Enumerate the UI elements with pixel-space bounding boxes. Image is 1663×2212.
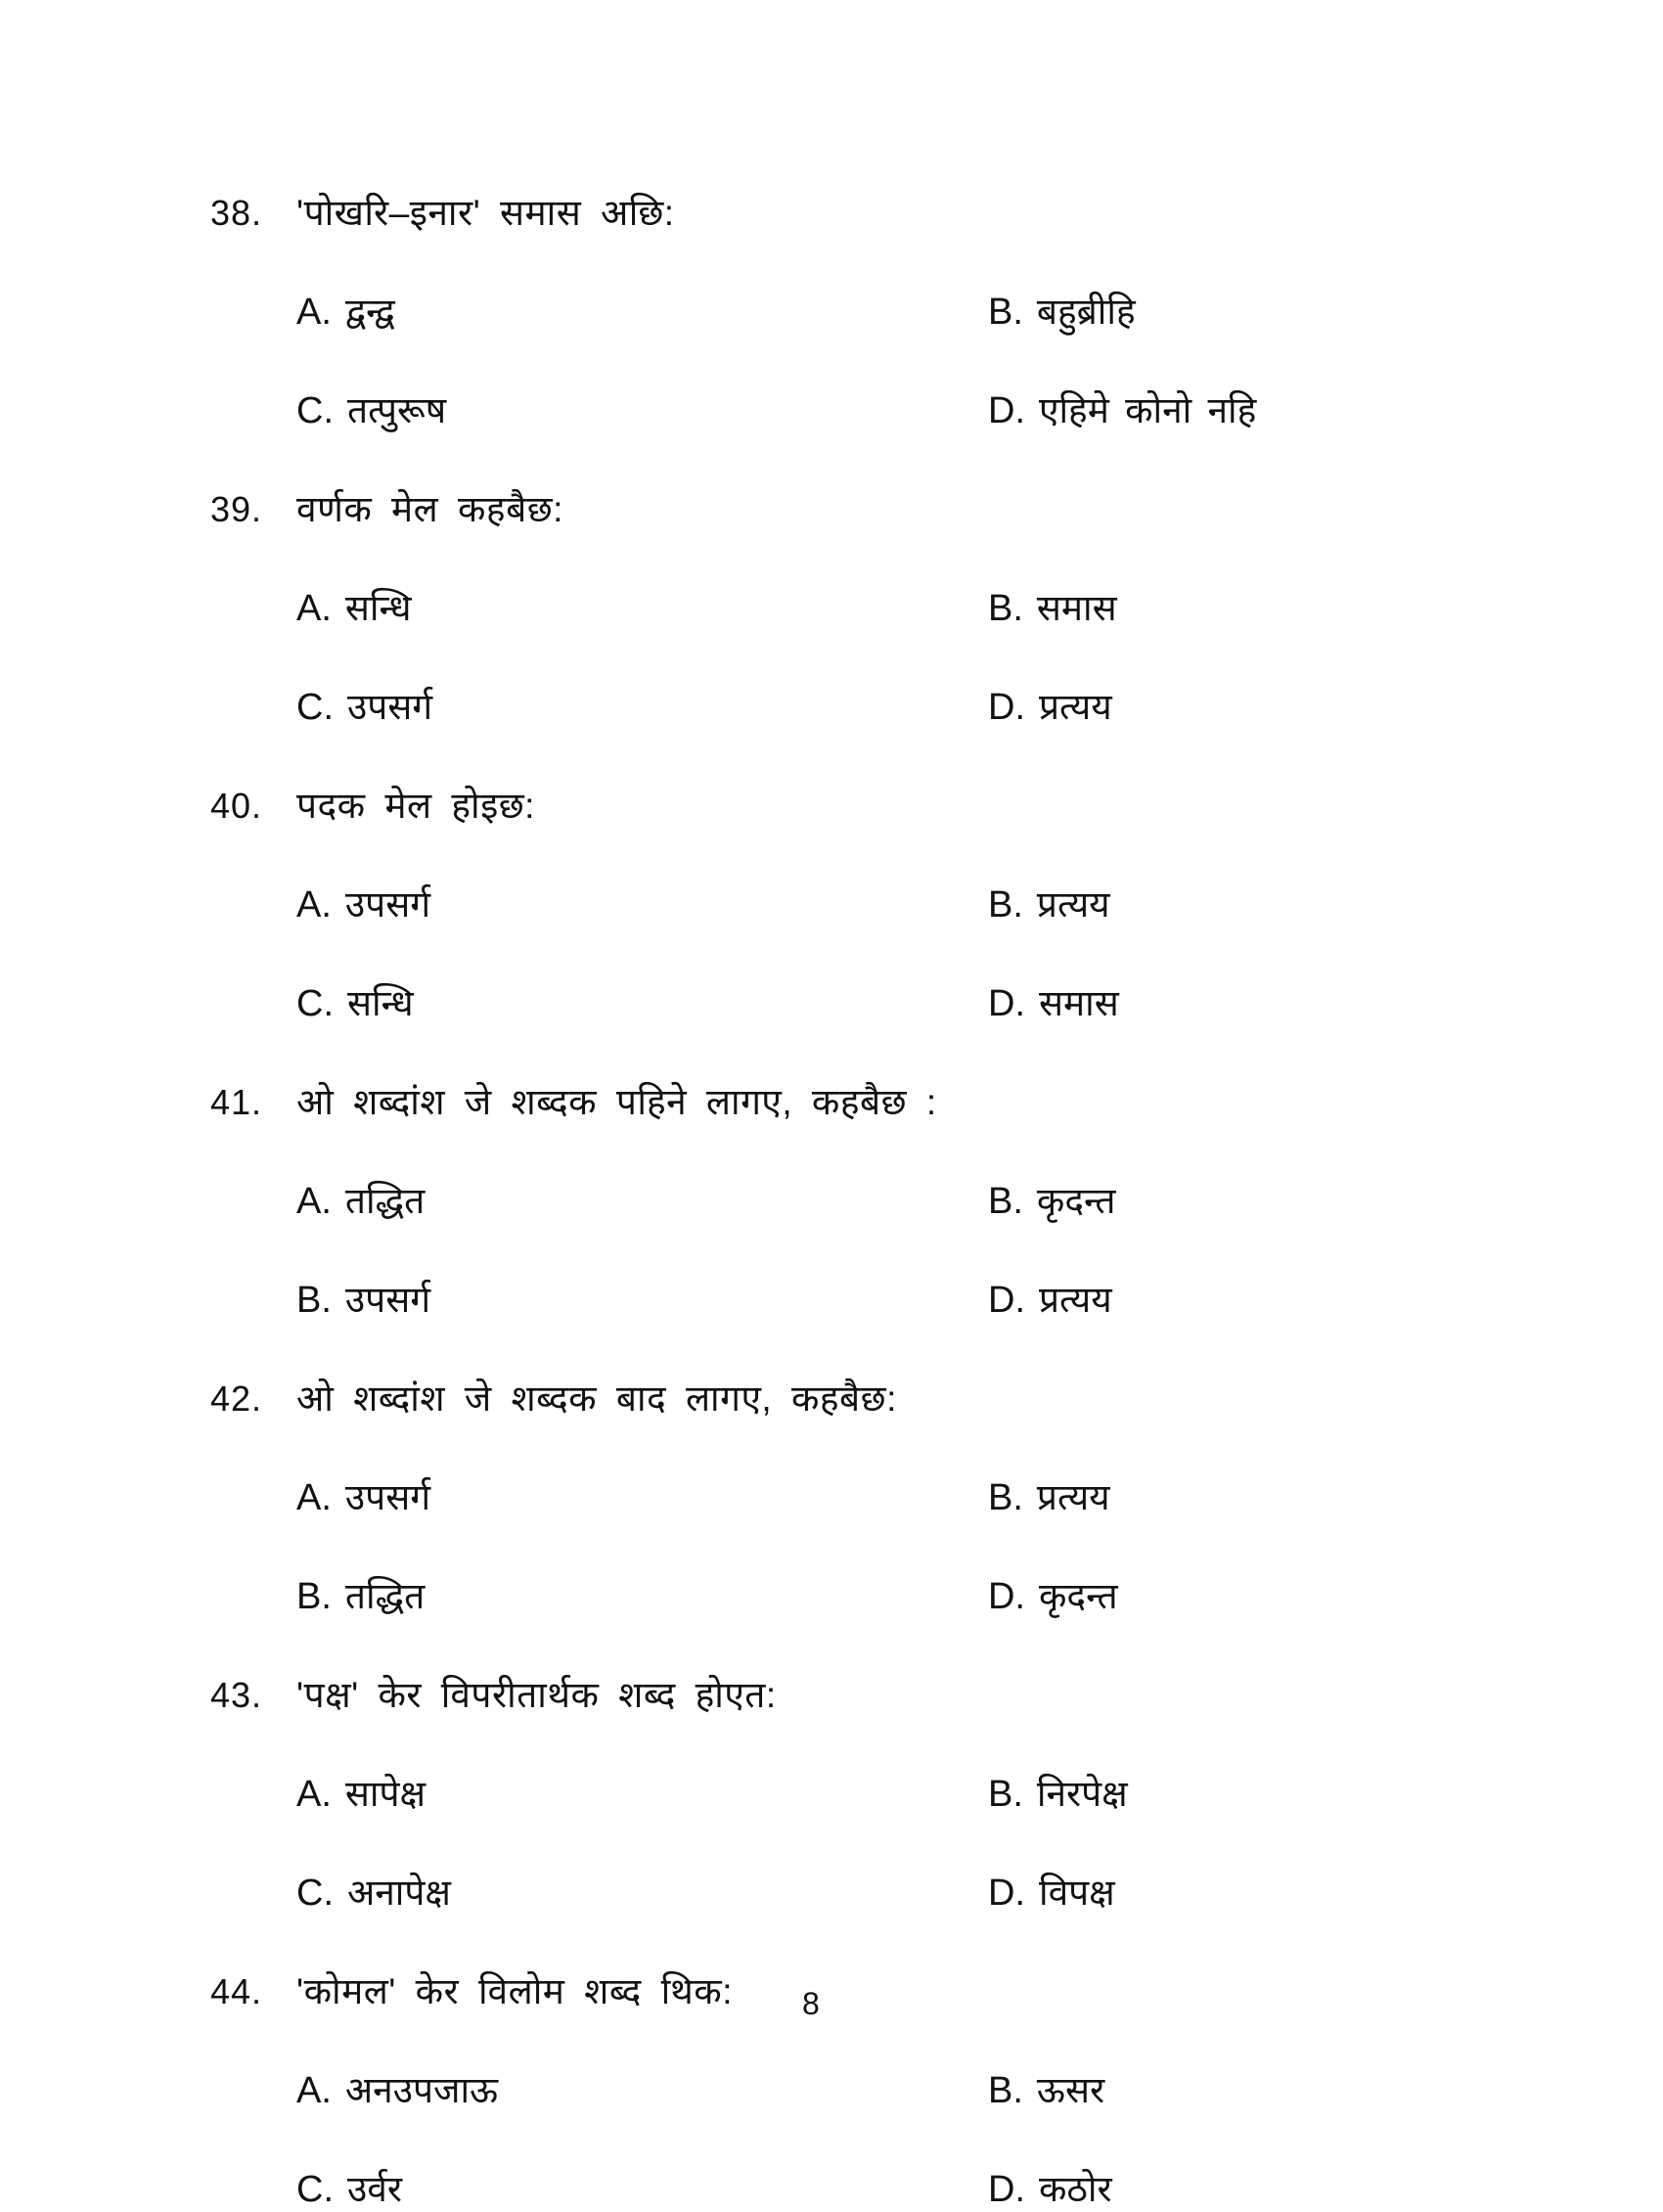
answer-option <box>988 2063 1546 2113</box>
question-block <box>210 186 1546 433</box>
question-line <box>210 1964 1546 2014</box>
answer-option <box>296 581 988 631</box>
option-label: A. <box>296 588 332 629</box>
option-label: C. <box>296 390 334 431</box>
answer-option <box>988 1767 1546 1817</box>
question-text: पदक मेल होइछ: <box>296 786 535 826</box>
option-label: D. <box>988 390 1025 431</box>
option-row <box>296 285 1546 335</box>
option-row <box>296 1569 1546 1619</box>
option-label: C. <box>296 1873 334 1914</box>
option-text: अनउपजाऊ <box>344 2070 499 2110</box>
option-label: A. <box>296 1477 332 1518</box>
option-label: D. <box>988 2169 1025 2210</box>
option-label: A. <box>296 1181 332 1222</box>
question-text: 'पक्ष' केर विपरीतार्थक शब्द होएत: <box>296 1675 777 1715</box>
option-text: कृदन्त <box>1039 1576 1118 1616</box>
option-row <box>296 2162 1546 2212</box>
answer-option <box>296 285 988 335</box>
option-label: B. <box>988 2070 1023 2111</box>
option-text: सापेक्ष <box>344 1774 427 1814</box>
option-text: उर्वर <box>347 2169 402 2209</box>
option-label: D. <box>988 1873 1025 1914</box>
option-text: विपक्ष <box>1039 1873 1115 1913</box>
answer-option <box>988 581 1546 631</box>
answer-option <box>296 384 988 433</box>
answer-option <box>988 384 1546 433</box>
option-label: C. <box>296 983 334 1024</box>
question-text: 'पोखरि–इनार' समास अछि: <box>296 193 675 233</box>
option-row <box>296 1273 1546 1323</box>
option-text: बहुब्रीहि <box>1036 292 1136 332</box>
option-text: सन्धि <box>344 588 412 628</box>
answer-option <box>296 2063 988 2113</box>
answer-option <box>296 680 988 730</box>
question-number: 38. <box>210 193 263 233</box>
option-label: A. <box>296 1774 332 1815</box>
answer-option <box>988 1273 1546 1323</box>
option-label: A. <box>296 2070 332 2111</box>
option-text: प्रत्यय <box>1039 687 1112 727</box>
question-line <box>210 482 1546 532</box>
option-row <box>296 581 1546 631</box>
question-block <box>210 1075 1546 1323</box>
option-label: B. <box>988 588 1023 629</box>
question-line <box>210 779 1546 829</box>
question-text: ओ शब्दांश जे शब्दक बाद लागए, कहबैछ: <box>296 1378 897 1419</box>
option-label: D. <box>988 1576 1025 1617</box>
question-block <box>210 482 1546 730</box>
answer-option <box>988 2162 1546 2212</box>
option-label: B. <box>988 1181 1023 1222</box>
option-text: तत्पुरूष <box>347 390 447 430</box>
answer-option <box>296 1470 988 1520</box>
option-text: ऊसर <box>1036 2070 1105 2110</box>
question-number: 40. <box>210 786 263 826</box>
question-number: 42. <box>210 1378 263 1419</box>
option-text: अनापेक्ष <box>347 1873 451 1913</box>
option-text: प्रत्यय <box>1036 1477 1110 1517</box>
question-text: 'कोमल' केर विलोम शब्द थिक: <box>296 1971 734 2011</box>
option-text: एहिमे कोनो नहि <box>1039 390 1257 430</box>
option-row <box>296 976 1546 1026</box>
option-text: उपसर्ग <box>347 687 433 727</box>
question-number: 41. <box>210 1082 263 1122</box>
option-text: तद्धित <box>344 1181 426 1221</box>
question-line <box>210 186 1546 236</box>
option-label: B. <box>988 884 1023 925</box>
option-label: B. <box>988 1477 1023 1518</box>
option-text: समास <box>1036 588 1117 628</box>
option-text: उपसर्ग <box>344 1477 431 1517</box>
option-text: निरपेक्ष <box>1036 1774 1128 1814</box>
answer-option <box>296 1174 988 1224</box>
option-text: द्वन्द्व <box>344 292 395 332</box>
answer-option <box>296 1866 988 1916</box>
option-row <box>296 1866 1546 1916</box>
option-row <box>296 680 1546 730</box>
option-text: उपसर्ग <box>344 1280 431 1320</box>
answer-option <box>988 285 1546 335</box>
option-label: B. <box>988 292 1023 333</box>
question-line <box>210 1372 1546 1422</box>
page-number: 8 <box>802 1986 820 2021</box>
option-label: A. <box>296 292 332 333</box>
option-text: कठोर <box>1039 2169 1112 2209</box>
question-line <box>210 1668 1546 1718</box>
option-text: तद्धित <box>344 1576 426 1616</box>
option-row <box>296 1174 1546 1224</box>
answer-option <box>296 1273 988 1323</box>
option-label: D. <box>988 687 1025 728</box>
option-label: B. <box>296 1576 332 1617</box>
option-text: समास <box>1039 983 1119 1023</box>
option-text: प्रत्यय <box>1039 1280 1112 1320</box>
question-number: 43. <box>210 1675 263 1715</box>
answer-option <box>988 1470 1546 1520</box>
question-block <box>210 1964 1546 2212</box>
answer-option <box>296 1767 988 1817</box>
option-label: C. <box>296 687 334 728</box>
answer-option <box>988 976 1546 1026</box>
answer-option <box>296 878 988 927</box>
question-number: 44. <box>210 1971 263 2011</box>
option-text: सन्धि <box>347 983 414 1023</box>
option-row <box>296 1470 1546 1520</box>
option-row <box>296 2063 1546 2113</box>
answer-option <box>988 878 1546 927</box>
option-text: उपसर्ग <box>344 884 431 925</box>
question-block <box>210 1372 1546 1619</box>
answer-option <box>296 1569 988 1619</box>
question-text: ओ शब्दांश जे शब्दक पहिने लागए, कहबैछ : <box>296 1082 937 1122</box>
answer-option <box>296 2162 988 2212</box>
option-label: D. <box>988 983 1025 1024</box>
answer-option <box>988 1866 1546 1916</box>
option-label: C. <box>296 2169 334 2210</box>
option-label: B. <box>296 1280 332 1321</box>
option-label: A. <box>296 884 332 925</box>
option-label: D. <box>988 1280 1025 1321</box>
option-label: B. <box>988 1774 1023 1815</box>
question-block <box>210 779 1546 1026</box>
question-line <box>210 1075 1546 1125</box>
option-row <box>296 1767 1546 1817</box>
question-number: 39. <box>210 489 263 529</box>
question-block <box>210 1668 1546 1916</box>
option-text: कृदन्त <box>1036 1181 1116 1221</box>
option-row <box>296 878 1546 927</box>
answer-option <box>296 976 988 1026</box>
answer-option <box>988 1174 1546 1224</box>
questions-list <box>210 186 1546 2212</box>
question-text: वर्णक मेल कहबैछ: <box>296 489 563 529</box>
option-text: प्रत्यय <box>1036 884 1110 925</box>
option-row <box>296 384 1546 433</box>
answer-option <box>988 1569 1546 1619</box>
answer-option <box>988 680 1546 730</box>
